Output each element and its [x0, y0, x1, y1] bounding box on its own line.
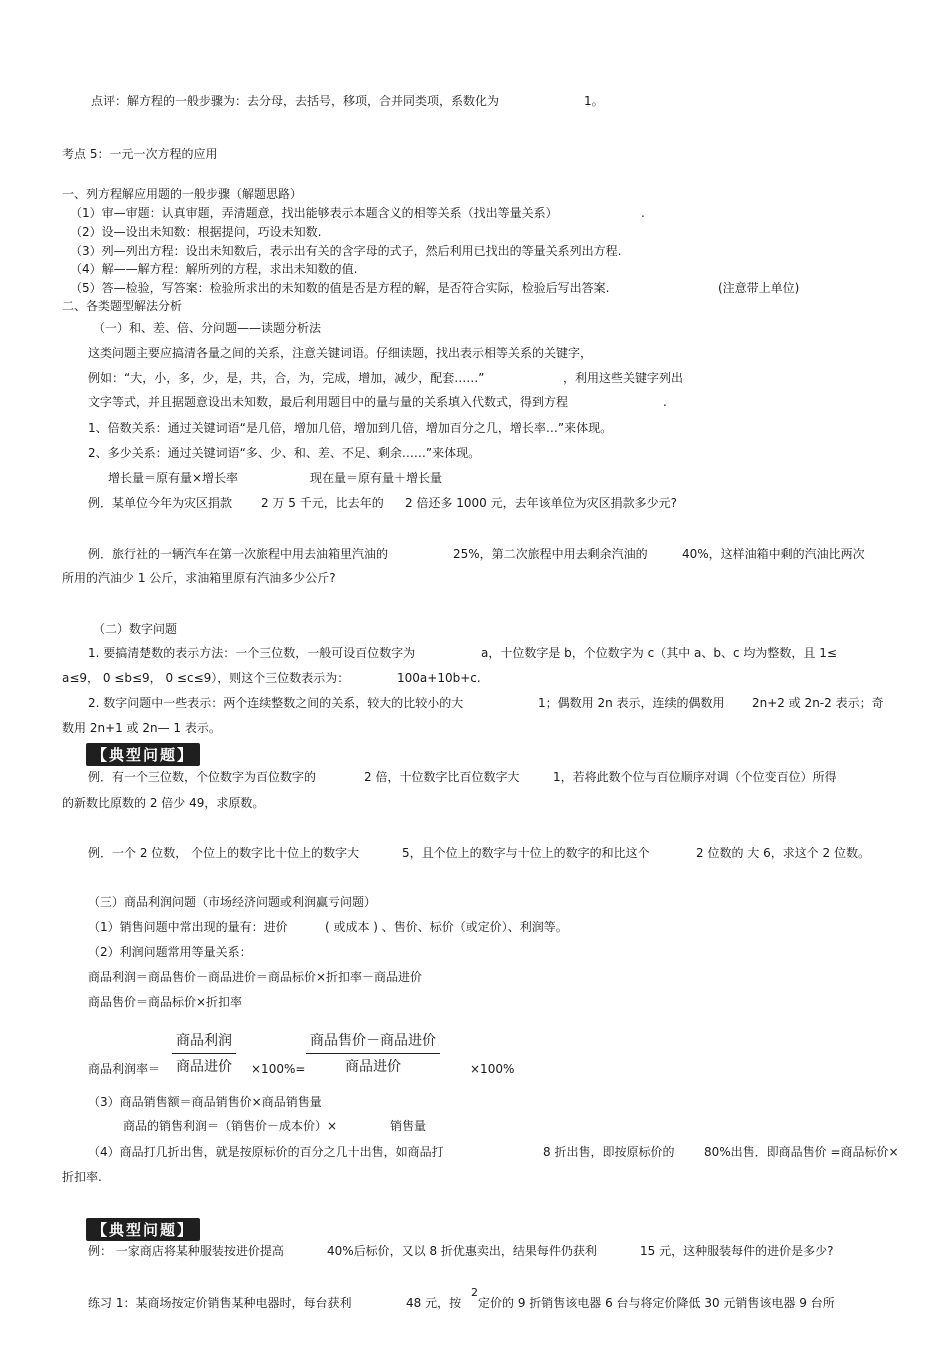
- number-rule-1-line2: a≤9， 0 ≤b≤9， 0 ≤c≤9），则这个三位数表示为：: [62, 671, 350, 685]
- paragraph-line: 例如：“大，小，多，少，是，共，合，为，完成，增加，减少，配套……”: [88, 371, 485, 385]
- example-fuel: 例．旅行社的一辆汽车在第一次旅程中用去油箱里汽油的: [88, 547, 389, 561]
- formula-growth: 增长量＝原有量×增长率: [108, 471, 239, 485]
- formula-profit-rate-mid: ×100%=: [251, 1062, 306, 1076]
- page-number: 2: [471, 1286, 478, 1299]
- example-three-digit: 例．有一个三位数，个位数字为百位数字的: [88, 770, 317, 784]
- formula-profit-rate-end: ×100%: [470, 1062, 515, 1076]
- comment-line: 点评：解方程的一般步骤为：去分母，去括号，移项，合并同类项，系数化为: [91, 94, 500, 108]
- example-fuel-line2: 所用的汽油少 1 公斤，求油箱里原有汽油多少公斤?: [62, 571, 336, 585]
- step-4: （4）解——解方程：解所列的方程，求出未知数的值.: [70, 262, 358, 276]
- number-rule-1: 1. 要搞清楚数的表示方法：一个三位数，一般可设百位数字为: [88, 646, 416, 660]
- exercise-1-end: 定价的 9 折销售该电器 6 台与将定价降低 30 元销售该电器 9 台所: [478, 1296, 835, 1310]
- formula-sales-profit: 商品的销售利润＝（销售价－成本价）×: [123, 1119, 338, 1133]
- fraction-1-numerator: 商品利润: [172, 1030, 236, 1054]
- step-2: （2）设—设出未知数：根据提问，巧设未知数.: [70, 225, 322, 239]
- exercise-1: 练习 1：某商场按定价销售某种电器时，每台获利: [88, 1296, 352, 1310]
- step-1: （1）审—审题：认真审题，弄清题意，找出能够表示本题含义的相等关系（找出等量关系）: [70, 206, 558, 220]
- profit-item-4: （4）商品打几折出售，就是按原标价的百分之几十出售，如商品打: [88, 1145, 444, 1159]
- example-fuel-end: 40%，这样油箱中剩的汽油比两次: [682, 547, 865, 561]
- example-three-digit-line2: 的新数比原数的 2 倍少 49，求原数。: [62, 796, 265, 810]
- paragraph-line: 文字等式，并且据题意设出未知数，最后利用题目中的量与量的关系填入代数式，得到方程: [88, 395, 569, 409]
- profit-item-4-end: 80%出售．即商品售价 =商品标价×: [704, 1145, 899, 1159]
- example-clothing: 例： 一家商店将某种服装按进价提高: [88, 1244, 284, 1258]
- example-two-digit: 例．一个 2 位数， 个位上的数字比十位上的数字大: [88, 846, 360, 860]
- example-three-digit-part: 2 倍，十位数字比百位数字大: [364, 770, 520, 784]
- example-donation-part: 2 万 5 千元，比去年的: [261, 496, 384, 510]
- profit-rate-fraction-1: [172, 1030, 236, 1076]
- formula-profit-rate-label: 商品利润率＝: [88, 1062, 161, 1076]
- heading-steps: 一、列方程解应用题的一般步骤（解题思路）: [62, 187, 303, 201]
- subheading-1: （一）和、差、倍、分问题——读题分析法: [93, 321, 322, 335]
- number-rule-2-line2: 数用 2n+1 或 2n— 1 表示。: [62, 721, 221, 735]
- example-clothing-end: 15 元，这种服装每件的进价是多少?: [640, 1244, 834, 1258]
- formula-sale-price: 商品售价＝商品标价×折扣率: [88, 995, 243, 1009]
- paragraph-line-end: .: [663, 395, 667, 409]
- step-5: （5）答—检验，写答案：检验所求出的未知数的值是否是方程的解，是否符合实际，检验后写出答案.: [70, 281, 610, 295]
- number-rule-1-formula: 100a+10b+c.: [397, 671, 481, 685]
- profit-item-1: （1）销售问题中常出现的量有：进价: [88, 920, 288, 934]
- subheading-3: （三）商品利润问题（市场经济问题或利润赢亏问题）: [88, 895, 377, 909]
- example-clothing-part: 40%后标价，又以 8 折优惠卖出，结果每件仍获利: [327, 1244, 597, 1258]
- subheading-2: （二）数字问题: [93, 622, 178, 636]
- profit-item-4-line2: 折扣率.: [62, 1170, 102, 1184]
- formula-sales-profit-end: 销售量: [390, 1119, 427, 1133]
- fraction-1-denominator: 商品进价: [176, 1059, 232, 1075]
- number-rule-1-part: a，十位数字是 b，个位数字为 c（其中 a、b、c 均为整数，且 1≤: [481, 646, 837, 660]
- profit-item-4-part: 8 折出售，即按原标价的: [543, 1145, 675, 1159]
- relation-multiple: 1、倍数关系：通过关键词语“是几倍，增加几倍，增加到几倍，增加百分之几，增长率…”来体现。: [88, 421, 613, 435]
- paragraph-line: 这类问题主要应搞清各量之间的关系，注意关键词语。仔细读题，找出表示相等关系的关键字，: [88, 346, 593, 360]
- example-two-digit-end: 2 位数的 大 6，求这个 2 位数。: [696, 846, 870, 860]
- formula-profit: 商品利润＝商品售价－商品进价＝商品标价×折扣率－商品进价: [88, 970, 423, 984]
- profit-rate-fraction-2: [306, 1030, 440, 1076]
- heading-analysis: 二、各类题型解法分析: [62, 299, 183, 313]
- fraction-2-denominator: 商品进价: [345, 1059, 401, 1075]
- typical-problem-badge: 【典型问题】: [86, 1218, 200, 1241]
- number-rule-2: 2. 数字问题中一些表示：两个连续整数之间的关系，较大的比较小的大: [88, 696, 464, 710]
- number-rule-2-part: 1；偶数用 2n 表示，连续的偶数用: [538, 696, 725, 710]
- relation-more-less: 2、多少关系：通过关键词语“多、少、和、差、不足、剩余……”来体现。: [88, 446, 481, 460]
- comment-line-end: 1。: [584, 94, 604, 108]
- step-1-end: .: [641, 206, 645, 220]
- example-donation: 例．某单位今年为灾区捐款: [88, 496, 233, 510]
- step-5-note: (注意带上单位): [718, 281, 800, 295]
- section-heading-kaodian5: 考点 5：一元一次方程的应用: [62, 147, 218, 161]
- profit-item-1-end: ( 或成本 ) 、售价、标价（或定价）、利润等。: [325, 920, 568, 934]
- fraction-2-numerator: 商品售价－商品进价: [306, 1030, 440, 1054]
- exercise-1-part: 48 元，按: [406, 1296, 462, 1310]
- formula-current: 现在量＝原有量＋增长量: [310, 471, 443, 485]
- profit-item-3: （3）商品销售额＝商品销售价×商品销售量: [88, 1095, 322, 1109]
- example-fuel-part: 25%，第二次旅程中用去剩余汽油的: [453, 547, 648, 561]
- example-donation-end: 2 倍还多 1000 元，去年该单位为灾区捐款多少元?: [405, 496, 677, 510]
- example-two-digit-part: 5，且个位上的数字与十位上的数字的和比这个: [402, 846, 650, 860]
- example-three-digit-end: 1，若将此数个位与百位顺序对调（个位变百位）所得: [553, 770, 837, 784]
- step-3: （3）列—列出方程：设出未知数后，表示出有关的含字母的式子，然后利用已找出的等量关系列出方程.: [70, 244, 622, 258]
- profit-item-2: （2）利润问题常用等量关系：: [88, 945, 252, 959]
- paragraph-line-end: ，利用这些关键字列出: [563, 371, 684, 385]
- number-rule-2-end: 2n+2 或 2n-2 表示；奇: [752, 696, 884, 710]
- typical-problem-badge: 【典型问题】: [86, 743, 200, 766]
